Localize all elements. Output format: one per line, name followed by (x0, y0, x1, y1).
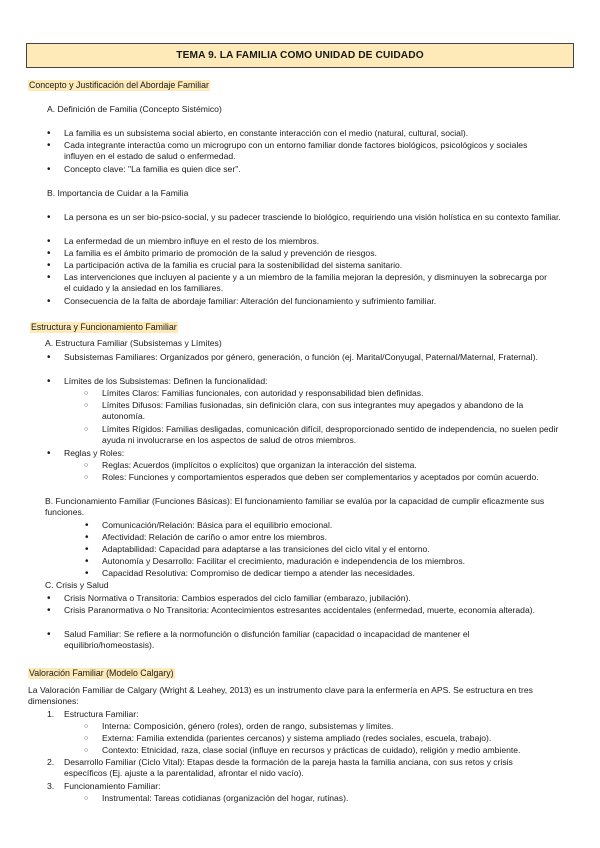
sublist-item: ○ Externa: Familia extendida (parientes cercanos) y sistema ampliado (redes sociales, escuela, trabajo). (102, 733, 562, 744)
list-item: • Reglas y Roles: (64, 448, 584, 459)
list-item: • Crisis Normativa o Transitoria: Cambios esperados del ciclo familiar (embarazo, jubilación). (64, 593, 584, 604)
sublist-item: ○ Reglas: Acuerdos (implícitos o explícitos) que organizan la interacción del sistema. (102, 460, 542, 471)
sublist-item: ○ Límites Claros: Familias funcionales, con autoridad y responsabilidad bien definidas. (102, 388, 542, 399)
numbered-item: Funcionamiento Familiar: (64, 781, 161, 791)
intro-paragraph: La Valoración Familiar de Calgary (Wright & Leahey, 2013) es un instrumento clave para la enfermería en APS. Se estructura en tres dimensiones: (28, 685, 533, 707)
list-item: • Consecuencia de la falta de abordaje familiar: Alteración del funcionamiento y sufrimiento familiar. (64, 296, 584, 307)
list-item: • La familia es un subsistema social abierto, en constante interacción con el medio (natural, cultural, social). (64, 128, 584, 139)
sublist-item: ○ Interna: Composición, género (roles), orden de rango, subsistemas y límites. (102, 721, 542, 732)
subheading-estructura: A. Estructura Familiar (Subsistemas y Límites) (45, 338, 222, 348)
subheading-importancia: B. Importancia de Cuidar a la Familia (47, 188, 189, 198)
list-item: • Autonomía y Desarrollo: Facilitar el crecimiento, maduración e independencia de los miembros. (102, 556, 552, 567)
subheading-funcionamiento: B. Funcionamiento Familiar (Funciones Básicas): El funcionamiento familiar se evalúa por la capacidad de cumplir eficazmente sus funciones. (45, 496, 545, 518)
list-item: • Subsistemas Familiares: Organizados por género, generación, o función (ej. Marital/Conyugal, Paternal/Maternal, Fraternal). (64, 352, 546, 363)
list-item: • Concepto clave: "La familia es quien dice ser". (64, 164, 584, 175)
section-heading-valoracion: Valoración Familiar (Modelo Calgary) (29, 668, 174, 678)
subheading-definicion: A. Definición de Familia (Concepto Sistémico) (47, 104, 222, 114)
sublist-item: ○ Límites Difusos: Familias fusionadas, sin definición clara, con sus integrantes muy apegados y abandono de la autonomía. (102, 400, 550, 423)
numbered-item: Desarrollo Familiar (Ciclo Vital): Etapas desde la formación de la pareja hasta la familia anciana, con sus retos y crisis específicos (Ej. ajuste a la parentalidad, afrontar el nido vacío). (64, 757, 513, 779)
list-item: • Crisis Paranormativa o No Transitoria: Acontecimientos estresantes accidentales (enfermedad, muerte, economía alterada). (64, 605, 544, 616)
sublist-item: ○ Instrumental: Tareas cotidianas (organización del hogar, rutinas). (102, 793, 542, 804)
list-item: • Adaptabilidad: Capacidad para adaptarse a las transiciones del ciclo vital y el entorno. (102, 544, 542, 555)
list-item: • Las intervenciones que incluyen al paciente y a un miembro de la familia mejoran la depresión, y disminuyen la sobrecarga por el cuidado y la ansiedad en los familiares. (64, 272, 552, 295)
page-title: TEMA 9. LA FAMILIA COMO UNIDAD DE CUIDADO (26, 43, 574, 68)
list-number: 2. (47, 757, 55, 767)
list-item: • Límites de los Subsistemas: Definen la funcionalidad: (64, 376, 584, 387)
list-item: • La enfermedad de un miembro influye en el resto de los miembros. (64, 236, 584, 247)
list-item: • La persona es un ser bio-psico-social, y su padecer trasciende lo biológico, requiriendo una visión holística en su contexto familiar. (64, 212, 572, 223)
list-item: • Capacidad Resolutiva: Compromiso de dedicar tiempo a atender las necesidades. (102, 568, 542, 579)
list-number: 3. (47, 781, 55, 791)
list-item: • La participación activa de la familia es crucial para la sostenibilidad del sistema sanitario. (64, 260, 584, 271)
section-heading-concepto: Concepto y Justificación del Abordaje Familiar (29, 80, 209, 90)
sublist-item: ○ Contexto: Etnicidad, raza, clase social (influye en recursos y prácticas de cuidado), religión y medio ambiente. (102, 745, 562, 756)
list-item: • Comunicación/Relación: Básica para el equilibrio emocional. (102, 520, 542, 531)
list-item: • Afectividad: Relación de cariño o amor entre los miembros. (102, 532, 542, 543)
sublist-item: ○ Roles: Funciones y comportamientos esperados que deben ser complementarios y aceptados por común acuerdo. (102, 472, 542, 483)
list-item: • La familia es el ámbito primario de promoción de la salud y prevención de riesgos. (64, 248, 584, 259)
list-item: • Cada integrante interactúa como un microgrupo con un entorno familiar donde factores biológicos, psicológicos y sociales influyen en el estado de salud o enfermedad. (64, 140, 542, 163)
section-heading-estructura: Estructura y Funcionamiento Familiar (31, 322, 177, 332)
list-number: 1. (47, 709, 55, 719)
numbered-item: Estructura Familiar: (64, 709, 139, 719)
subheading-crisis: C. Crisis y Salud (45, 580, 109, 590)
list-item: • Salud Familiar: Se refiere a la normofunción o disfunción familiar (capacidad o incapacidad de mantener el equilibrio/homeostasis). (64, 629, 534, 652)
sublist-item: ○ Límites Rígidos: Familias desligadas, comunicación difícil, desproporcionado sentido de independencia, no suelen pedir ayuda ni involucrarse en los aspectos de salud de otros miembros. (102, 424, 568, 447)
